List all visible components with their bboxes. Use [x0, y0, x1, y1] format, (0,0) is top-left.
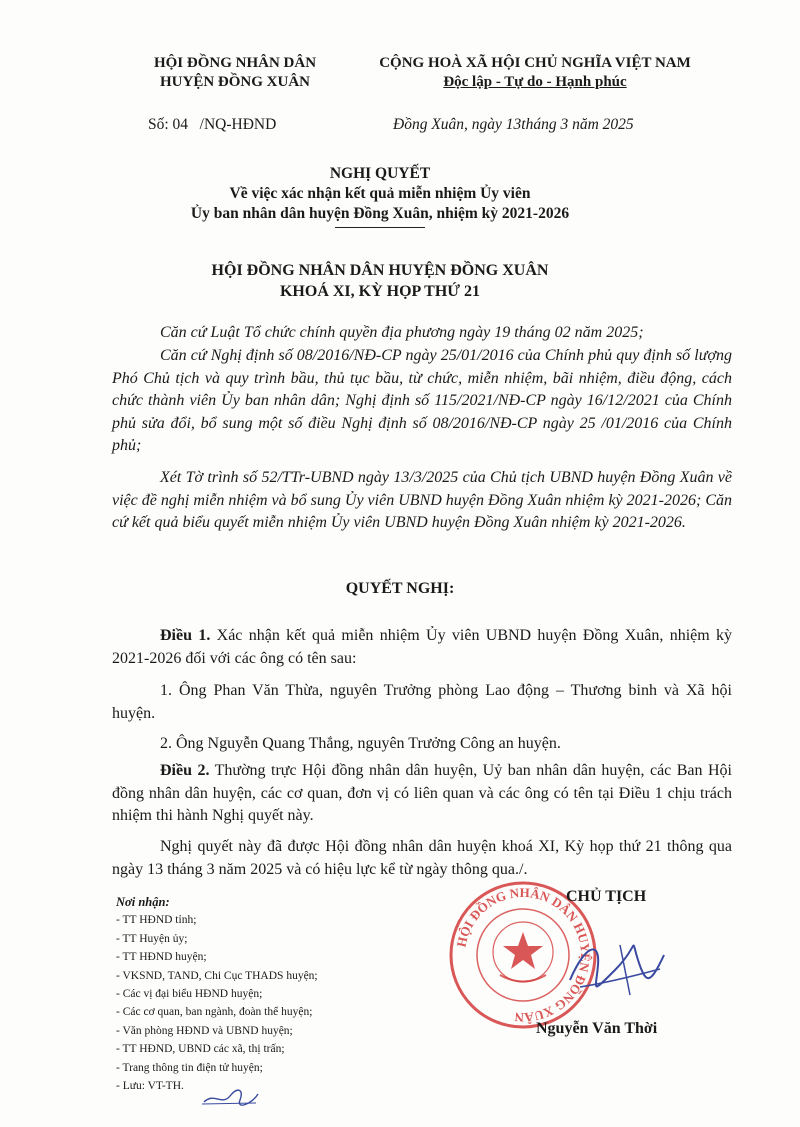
article-1-label: Điều 1. [160, 627, 211, 644]
recipients-list [116, 893, 416, 1095]
recipient-item: - TT HĐND, UBND các xã, thị trấn; [116, 1043, 285, 1056]
recipient-item: - Lưu: VT-TH. [116, 1080, 184, 1093]
issuing-org-header [110, 54, 360, 92]
subject-line2: Ủy ban nhân dân huyện Đồng Xuân, nhiệm kỳ 2021-2026 [190, 205, 570, 222]
handwritten-signature [560, 925, 670, 1005]
issuer-line1: HỘI ĐỒNG NHÂN DÂN HUYỆN ĐỒNG XUÂN [211, 262, 549, 279]
document-title [150, 164, 610, 228]
recipient-item: - VKSND, TAND, Chi Cục THADS huyện; [116, 969, 318, 982]
subject-line1: Về việc xác nhận kết quả miễn nhiệm Ủy viên [229, 185, 531, 202]
initials-scribble [200, 1086, 260, 1108]
seal-text: HỘI ĐỒNG NHÂN DÂN HUYỆN ĐỒNG XUÂN [453, 884, 594, 1026]
issuer-title [150, 260, 610, 302]
article-1 [112, 625, 732, 670]
article-2 [112, 760, 732, 828]
org-line2: HUYỆN ĐỒNG XUÂN [160, 74, 310, 90]
recipient-item: - Các vị đại biểu HĐND huyện; [116, 988, 263, 1001]
document-number: Số: 04 /NQ-HĐND [148, 116, 277, 133]
recipient-item: - TT HĐND huyện; [116, 951, 207, 964]
recipient-item: - TT HĐND tỉnh; [116, 914, 197, 927]
signer-name: Nguyễn Văn Thời [536, 1020, 658, 1037]
final-clause: Nghị quyết này đã được Hội đồng nhân dân huyện khoá XI, Kỳ họp thứ 21 thông qua ngày 13 tháng 3 năm 2025 và có hiệu lực kể từ ngày thông qua./. [112, 838, 732, 878]
article-1-item-1: 1. Ông Phan Văn Thừa, nguyên Trưởng phòng Lao động – Thương binh và Xã hội huyện. [112, 682, 732, 722]
preamble-3: Xét Tờ trình số 52/TTr-UBND ngày 13/3/2025 của Chủ tịch UBND huyện Đồng Xuân về việc đề nghị miễn nhiệm và bổ sung Ủy viên UBND huyện Đồng Xuân nhiệm kỳ 2021-2026; Căn cứ kết quả biểu quyết miễn nhiệm Ủy viên UBND huyện Đồng Xuân nhiệm kỳ 2021-2026. [112, 469, 732, 531]
nation-motto: Độc lập - Tự do - Hạnh phúc [443, 74, 627, 90]
signer-title: CHỦ TỊCH [566, 888, 647, 905]
article-1-item-2: 2. Ông Nguyễn Quang Thắng, nguyên Trưởng Công an huyện. [160, 735, 561, 752]
recipient-item: - Trang thông tin điện tử huyện; [116, 1061, 263, 1074]
doc-type: NGHỊ QUYẾT [329, 165, 431, 182]
preamble-2: Căn cứ Nghị định số 08/2016/NĐ-CP ngày 25/01/2016 của Chính phủ quy định số lượng Phó Chủ tịch và quy trình bầu, thủ tục bầu, từ chức, miễn nhiệm, bãi nhiệm, điều động, cách chức thành viên Ủy ban nhân dân; Nghị định số 115/2021/NĐ-CP ngày 16/12/2021 của Chính phủ sửa đổi, bổ sung một số điều Nghị định số 08/2016/NĐ-CP ngày 25 /01/2016 của Chính phủ; [112, 347, 732, 454]
title-underline [335, 227, 425, 228]
org-line1: HỘI ĐỒNG NHÂN DÂN [153, 55, 317, 71]
recipient-item: - Các cơ quan, ban ngành, đoàn thể huyện; [116, 1006, 313, 1019]
preamble-1: Căn cứ Luật Tổ chức chính quyền địa phương ngày 19 tháng 02 năm 2025; [160, 324, 644, 341]
place-date: Đồng Xuân, ngày 13tháng 3 năm 2025 [393, 116, 634, 133]
article-2-text: Thường trực Hội đồng nhân dân huyện, Uỷ ban nhân dân huyện, các Ban Hội đồng nhân dân huyện, các cơ quan, đơn vị có liên quan và các ông có tên tại Điều 1 chịu trách nhiệm thi hành Nghị quyết này. [112, 762, 732, 824]
recipient-item: - TT Huyện ủy; [116, 932, 188, 945]
decision-heading: QUYẾT NGHỊ: [345, 580, 455, 597]
recipients-heading: Nơi nhận: [116, 895, 170, 909]
star-emblem-icon [503, 932, 543, 969]
nation-line1: CỘNG HOÀ XÃ HỘI CHỦ NGHĨA VIỆT NAM [379, 55, 691, 71]
issuer-line2: KHOÁ XI, KỲ HỌP THỨ 21 [279, 283, 480, 300]
article-1-text: Xác nhận kết quả miễn nhiệm Ủy viên UBND huyện Đồng Xuân, nhiệm kỳ 2021-2026 đối với các ông có tên sau: [112, 627, 733, 667]
national-header [360, 54, 710, 92]
article-2-label: Điều 2. [160, 762, 210, 779]
recipient-item: - Văn phòng HĐND và UBND huyện; [116, 1024, 293, 1037]
